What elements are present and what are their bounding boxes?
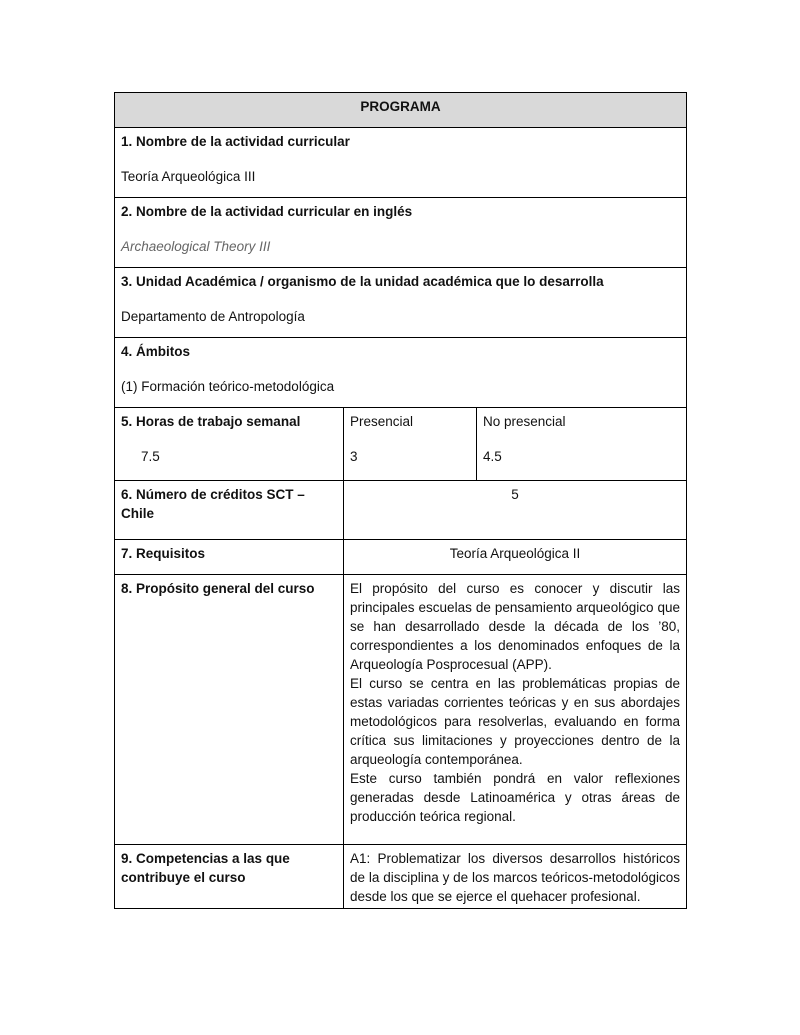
program-table	[114, 92, 687, 909]
section-3-label: 3. Unidad Académica / organismo de la unidad académica que lo desarrolla	[121, 274, 604, 289]
section-8-label-cell	[115, 575, 344, 845]
section-8-value-cell	[344, 575, 687, 845]
section-1-cell	[115, 128, 687, 198]
purpose-paragraph-3: Este curso también pondrá en valor reflexiones generadas desde Latinoamérica y otras áreas de producción teórica regional.	[350, 771, 681, 824]
section-9-row	[115, 845, 687, 909]
section-4-label: 4. Ámbitos	[121, 344, 191, 359]
section-6-value: 5	[344, 481, 687, 540]
purpose-paragraph-2: El curso se centra en las problemáticas propias de estas variadas corrientes teóricas y en sus abordajes metodológicos para resolverlas, evaluando en forma crítica sus limitaciones y proyecciones dentro de la arqueología contemporánea.	[350, 676, 681, 767]
section-6-label-cell	[115, 481, 344, 540]
section-3-cell	[115, 268, 687, 338]
section-7-row	[115, 540, 687, 575]
section-2-value: Archaeological Theory III	[121, 239, 271, 254]
section-3-row	[115, 268, 687, 338]
section-5-label-cell	[115, 408, 344, 481]
presencial-label: Presencial	[350, 414, 414, 429]
section-2-label: 2. Nombre de la actividad curricular en inglés	[121, 204, 413, 219]
section-6-row	[115, 481, 687, 540]
header-row	[115, 93, 687, 128]
section-1-row	[115, 128, 687, 198]
section-5-label: 5. Horas de trabajo semanal	[121, 414, 301, 429]
program-header: PROGRAMA	[115, 93, 687, 128]
section-5-row	[115, 408, 687, 481]
section-9-value: A1: Problematizar los diversos desarrollos históricos de la disciplina y de los marcos teóricos-metodológicos desde los que se ejerce el quehacer profesional.	[344, 845, 687, 909]
section-6-label: 6. Número de créditos SCT – Chile	[121, 487, 305, 521]
section-3-value: Departamento de Antropología	[121, 309, 305, 324]
section-4-cell	[115, 338, 687, 408]
section-9-label: 9. Competencias a las que contribuye el curso	[121, 851, 290, 885]
section-4-row	[115, 338, 687, 408]
no-presencial-label: No presencial	[483, 414, 566, 429]
section-2-row	[115, 198, 687, 268]
section-1-label: 1. Nombre de la actividad curricular	[121, 134, 350, 149]
section-8-label: 8. Propósito general del curso	[121, 581, 315, 596]
presencial-value: 3	[350, 449, 358, 464]
section-8-row	[115, 575, 687, 845]
section-1-value: Teoría Arqueológica III	[121, 169, 256, 184]
purpose-paragraph-1: El propósito del curso es conocer y discutir las principales escuelas de pensamiento arqueológico que se han desarrollado desde la década de los ’80, correspondientes a los denominados enfoques de la Arqueología Posprocesual (APP).	[350, 581, 681, 672]
section-4-value: (1) Formación teórico-metodológica	[121, 379, 335, 394]
section-7-label-cell	[115, 540, 344, 575]
presencial-cell	[344, 408, 477, 481]
section-5-total: 7.5	[141, 449, 160, 464]
section-7-label: 7. Requisitos	[121, 546, 206, 561]
no-presencial-value: 4.5	[483, 449, 502, 464]
section-7-value: Teoría Arqueológica II	[344, 540, 687, 575]
no-presencial-cell	[477, 408, 687, 481]
section-9-label-cell	[115, 845, 344, 909]
section-2-cell	[115, 198, 687, 268]
